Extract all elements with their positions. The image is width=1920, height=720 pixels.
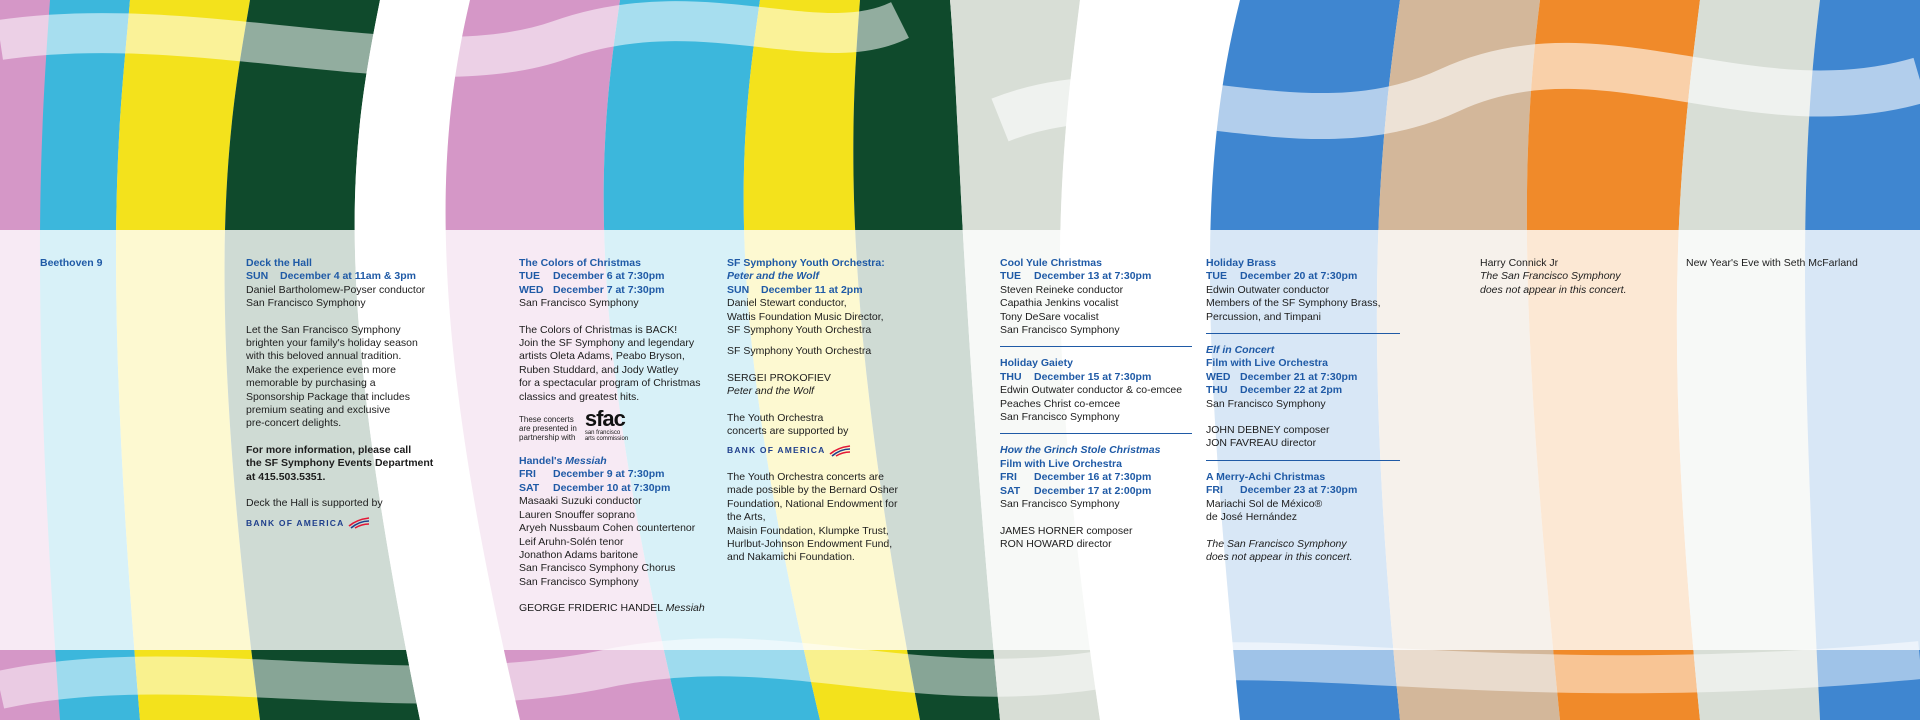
description-line: memorable by purchasing a (246, 377, 376, 390)
event-title: New Year's Eve with Seth McFarland (1686, 257, 1858, 269)
event-title: Harry Connick Jr (1480, 257, 1559, 269)
performer-line: Masaaki Suzuki conductor (519, 495, 642, 508)
performer-line: de José Hernández (1206, 511, 1298, 524)
event-colors-of-christmas (519, 257, 705, 616)
performance-date: SAT December 17 at 2:00pm (1000, 484, 1152, 497)
credit-line: JAMES HORNER composer (1000, 524, 1133, 537)
performance-date: TUE December 13 at 7:30pm (1000, 270, 1152, 283)
support-line: The Youth Orchestra (727, 411, 824, 424)
description-line: pre-concert delights. (246, 417, 342, 430)
composer-line: SERGEI PROKOFIEV (727, 371, 831, 384)
events-col6 (1206, 257, 1400, 564)
performer-line: Members of the SF Symphony Brass, (1206, 297, 1381, 310)
performer-line: SF Symphony Youth Orchestra (727, 324, 872, 337)
info-line: For more information, please call (246, 443, 412, 456)
event-deck-the-hall (246, 257, 433, 530)
work-line: Peter and the Wolf (727, 385, 814, 398)
event-title: Elf in Concert (1206, 344, 1275, 357)
divider (1206, 460, 1400, 461)
event-title: SF Symphony Youth Orchestra: (727, 257, 885, 269)
event-title: Beethoven 9 (40, 257, 103, 269)
performer-line: San Francisco Symphony (1000, 324, 1120, 337)
info-line: at 415.503.5351. (246, 470, 326, 483)
credit-line: made possible by the Bernard Osher (727, 484, 899, 497)
divider (1000, 346, 1192, 347)
event-harry-connick (1480, 257, 1627, 297)
performer-line: Edwin Outwater conductor (1206, 283, 1330, 296)
performance-date: SUN December 11 at 2pm (727, 283, 863, 296)
performer-line: Steven Reineke conductor (1000, 283, 1124, 296)
description-line: Join the SF Symphony and legendary (519, 337, 695, 350)
performer-line: Peaches Christ co-emcee (1000, 397, 1121, 410)
performer-line: Jonathon Adams baritone (519, 548, 639, 561)
note-line: The San Francisco Symphony (1206, 537, 1347, 550)
note-line: does not appear in this concert. (1480, 283, 1627, 296)
event-subtitle: Film with Live Orchestra (1000, 457, 1122, 470)
credit-line: JON FAVREAU director (1206, 437, 1317, 450)
credit-line: Hurlbut-Johnson Endowment Fund, (727, 537, 893, 550)
event-subtitle: Film with Live Orchestra (1206, 357, 1328, 370)
credit-line: JOHN DEBNEY composer (1206, 424, 1330, 437)
info-line: the SF Symphony Events Department (246, 457, 434, 470)
partnership-note: These concerts are presented in partnership with sfac san francisco arts commission (519, 406, 629, 443)
performance-date: WED December 21 at 7:30pm (1206, 370, 1358, 383)
description-line: for a spectacular program of Christmas (519, 377, 701, 390)
event-new-years-eve (1686, 257, 1858, 270)
performance-date: TUE December 20 at 7:30pm (1206, 270, 1358, 283)
sfac-logo: sfac san francisco arts commission (584, 406, 629, 443)
description-line: classics and greatest hits. (519, 390, 640, 403)
performer-line: Wattis Foundation Music Director, (727, 310, 884, 323)
description-line: Make the experience even more (246, 363, 396, 376)
description-line: Sponsorship Package that includes (246, 390, 411, 403)
event-title: Deck the Hall (246, 257, 312, 269)
description-line: Ruben Studdard, and Jody Watley (519, 363, 679, 376)
performer-line: San Francisco Symphony (519, 297, 639, 310)
performer-line: Lauren Snouffer soprano (519, 508, 635, 521)
performer-line: Mariachi Sol de México® (1206, 497, 1323, 510)
performer-line: Capathia Jenkins vocalist (1000, 297, 1119, 310)
performer-line: San Francisco Symphony Chorus (519, 562, 676, 575)
performer-line: Daniel Stewart conductor, (727, 297, 847, 310)
note-line: does not appear in this concert. (1206, 550, 1353, 563)
performance-date: THU December 22 at 2pm (1206, 384, 1343, 397)
description-line: artists Oleta Adams, Peabo Bryson, (519, 350, 685, 363)
performer-line: San Francisco Symphony (1000, 498, 1120, 511)
credit-line: Foundation, National Endowment for (727, 497, 898, 510)
supported-by: Deck the Hall is supported by (246, 497, 383, 510)
performer-line: San Francisco Symphony (246, 297, 366, 310)
description-line: premium seating and exclusive (246, 404, 391, 417)
events-col5 (1000, 257, 1192, 551)
performance-date: SUN December 4 at 11am & 3pm (246, 270, 416, 283)
note-line: The San Francisco Symphony (1480, 270, 1621, 283)
credit-line: The Youth Orchestra concerts are (727, 470, 885, 483)
credit-line: and Nakamichi Foundation. (727, 551, 855, 564)
performer-line: San Francisco Symphony (1000, 411, 1120, 424)
performance-date: WED December 7 at 7:30pm (519, 283, 665, 296)
performance-date: FRI December 9 at 7:30pm (519, 468, 665, 481)
event-title: Holiday Gaiety (1000, 357, 1073, 370)
event-title: Cool Yule Christmas (1000, 257, 1102, 269)
description-line: brighten your family's holiday season (246, 337, 418, 350)
bank-of-america-logo: BANK OF AMERICA (727, 444, 898, 457)
performance-date: FRI December 16 at 7:30pm (1000, 471, 1152, 484)
performer-line: San Francisco Symphony (1206, 397, 1326, 410)
credit-line: RON HOWARD director (1000, 537, 1112, 550)
performance-date: FRI December 23 at 7:30pm (1206, 484, 1358, 497)
event-title-italic: Peter and the Wolf (727, 270, 819, 283)
performer-line: SF Symphony Youth Orchestra (727, 345, 872, 358)
performance-date: THU December 15 at 7:30pm (1000, 370, 1152, 383)
flag-icon (348, 517, 370, 529)
description-line: Let the San Francisco Symphony (246, 323, 401, 336)
description-line: The Colors of Christmas is BACK! (519, 323, 678, 336)
divider (1000, 433, 1192, 434)
event-title: How the Grinch Stole Christmas (1000, 444, 1161, 457)
event-beethoven (40, 257, 102, 270)
event-title: Holiday Brass (1206, 257, 1277, 269)
description-line: with this beloved annual tradition. (246, 350, 402, 363)
program-line: GEORGE FRIDERIC HANDEL Messiah (519, 602, 705, 615)
support-line: concerts are supported by (727, 425, 849, 438)
performer-line: Percussion, and Timpani (1206, 310, 1321, 323)
event-title: The Colors of Christmas (519, 257, 641, 269)
performance-date: SAT December 10 at 7:30pm (519, 481, 671, 494)
performer-line: Tony DeSare vocalist (1000, 310, 1099, 323)
event-youth-orchestra (727, 257, 898, 565)
performer-line: San Francisco Symphony (519, 575, 639, 588)
credit-line: Maisin Foundation, Klumpke Trust, (727, 524, 889, 537)
performer-line: Leif Aruhn-Solén tenor (519, 535, 624, 548)
performer-line: Daniel Bartholomew-Poyser conductor (246, 283, 426, 296)
event-title: A Merry-Achi Christmas (1206, 470, 1326, 483)
event-title-messiah: Handel's Messiah (519, 455, 607, 468)
performance-date: TUE December 6 at 7:30pm (519, 270, 665, 283)
credit-line: the Arts, (727, 511, 766, 524)
divider (1206, 333, 1400, 334)
bank-of-america-logo: BANK OF AMERICA (246, 517, 433, 530)
performer-line: Aryeh Nussbaum Cohen countertenor (519, 522, 696, 535)
performer-line: Edwin Outwater conductor & co-emcee (1000, 384, 1183, 397)
flag-icon (829, 445, 851, 457)
